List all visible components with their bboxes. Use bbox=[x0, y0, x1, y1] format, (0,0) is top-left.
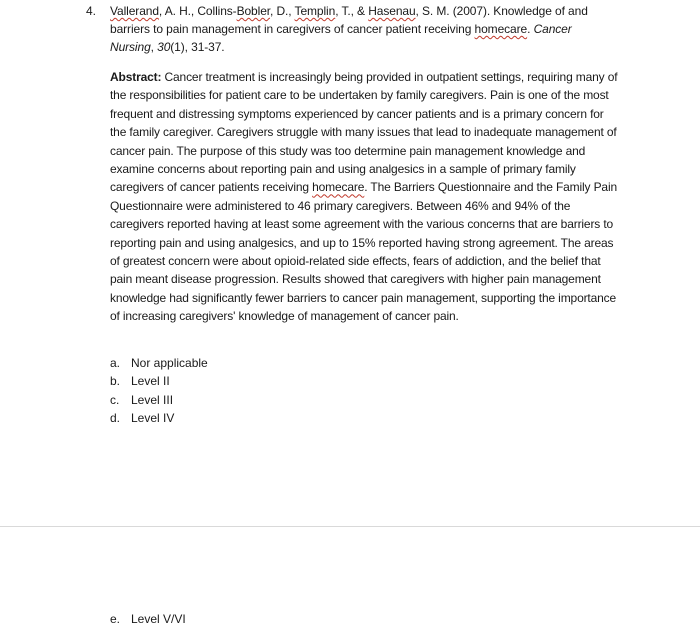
option-c[interactable]: c. Level III bbox=[110, 392, 174, 407]
author-bobler: Bobler bbox=[236, 4, 271, 18]
author-templin: Templin bbox=[294, 4, 336, 18]
abstract-label: Abstract: bbox=[110, 70, 162, 84]
option-d-label: Level IV bbox=[131, 410, 175, 425]
abstract-homecare: homecare bbox=[312, 180, 365, 195]
abstract bbox=[110, 68, 622, 326]
page-divider bbox=[0, 526, 700, 527]
abstract-text-1: Cancer treatment is increasingly being provided in outpatient settings, requiring many of the responsibilities for patient care to be undertaken by family caregivers. Pain is one of the most frequent and distressing symptoms experienced by cancer patients and is a primary concern for the family caregiver. Caregivers struggle with many issues that lead to inadequate management of cancer pain. The purpose of this study was too determine pain management knowledge and examine concerns about reporting pain and using analgesics in a sample of primary family caregivers of cancer patients receiving bbox=[110, 70, 618, 195]
author-hasenau: Hasenau bbox=[368, 4, 416, 18]
option-b-label: Level II bbox=[131, 374, 170, 389]
journal-title: Cancer Nursing bbox=[110, 22, 572, 54]
option-e-label: Level V/VI bbox=[131, 612, 186, 626]
answer-options bbox=[110, 354, 208, 427]
option-c-label: Level III bbox=[131, 392, 174, 407]
abstract-text-2: . The Barriers Questionnaire and the Family Pain Questionnaire were administered to 46 primary caregivers. Between 46% and 94% of the caregivers reported having at least some agreement with the various concerns that are barriers to reporting pain and using analgesics, and up to 15% reported having strong agreement. The areas of greatest concern were about opioid-related side effects, fears of addiction, and the belief that pain meant disease progression. Results showed that caregivers with higher pain management knowledge had significantly fewer barriers to cancer pain management, supporting the importance of increasing caregivers' knowledge of management of cancer pain. bbox=[110, 180, 617, 324]
journal-volume: 30 bbox=[157, 40, 171, 54]
homecare-word: homecare bbox=[474, 22, 528, 36]
citation-text: Vallerand, A. H., Collins-Bobler, D., Templin, T., & Hasenau, S. M. (2007). Knowledge of and barriers to pain management in caregivers of cancer patient receiving homecare. Cancer Nursing, 30(1), 31-37. bbox=[110, 4, 588, 54]
option-a-label: Nor applicable bbox=[131, 356, 208, 370]
option-b[interactable]: b. Level II bbox=[110, 374, 170, 389]
option-d[interactable]: d. Level IV bbox=[110, 410, 175, 425]
author-vallerand: Vallerand bbox=[110, 4, 159, 18]
option-e[interactable]: e. Level V/VI bbox=[110, 612, 186, 626]
question-number: 4. bbox=[86, 4, 96, 18]
option-a[interactable]: a. Nor applicable bbox=[110, 356, 208, 370]
journal-pages: (1), 31-37. bbox=[170, 40, 225, 54]
